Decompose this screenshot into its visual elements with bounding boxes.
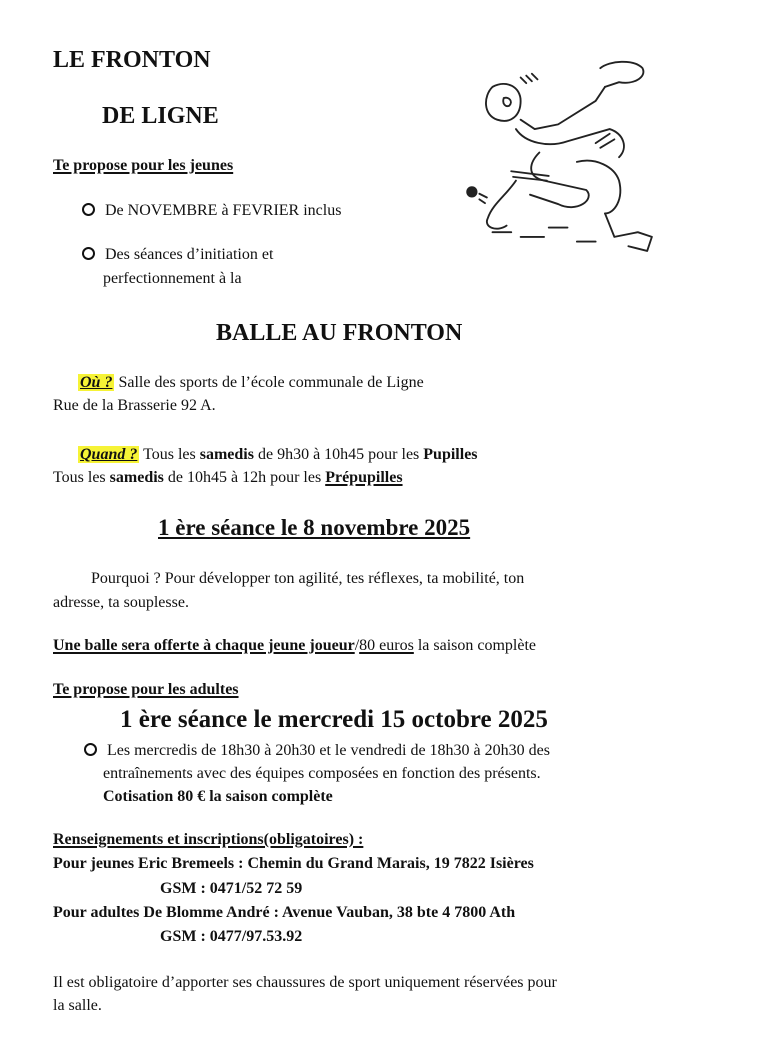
- where-label: Où ?: [80, 374, 113, 391]
- bullet-text: Des séances d’initiation et: [105, 246, 274, 263]
- offer-season: la saison complète: [413, 637, 537, 654]
- title-line-1: LE FRONTON: [53, 47, 211, 73]
- adults-first-session: 1 ère séance le mercredi 15 octobre 2025: [120, 706, 548, 733]
- when-text: de 9h30 à 10h45 pour les: [253, 446, 424, 463]
- adults-bullet-cont: entraînements avec des équipes composées en fonction des présents.: [103, 765, 541, 782]
- when-group: Prépupilles: [325, 469, 403, 486]
- adults-bullet: [84, 742, 550, 760]
- sport-title: BALLE AU FRONTON: [216, 320, 463, 346]
- youth-heading: Te propose pour les jeunes: [53, 157, 234, 174]
- adults-heading: Te propose pour les adultes: [53, 681, 239, 698]
- when-text: Tous les: [139, 446, 200, 463]
- adult-contact: Pour adultes De Blomme André : Avenue Vauban, 38 bte 4 7800 Ath: [53, 904, 516, 921]
- contacts-heading: Renseignements et inscriptions(obligatoires) :: [53, 831, 364, 848]
- offer-ball: Une balle sera offerte à chaque jeune joueur: [53, 637, 355, 654]
- bullet-circle-icon: [82, 247, 95, 260]
- youth-bullet-months: [82, 202, 341, 220]
- when-text: Tous les: [53, 469, 110, 486]
- bullet-text: De NOVEMBRE à FEVRIER inclus: [105, 202, 342, 219]
- pelota-player-cartoon-icon: [455, 40, 680, 265]
- footer-line-2: la salle.: [53, 997, 102, 1014]
- youth-bullet-sessions: [82, 246, 273, 264]
- when-text: de 10h45 à 12h pour les: [163, 469, 326, 486]
- bullet-circle-icon: [84, 743, 97, 756]
- youth-contact: Pour jeunes Eric Bremeels : Chemin du Grand Marais, 19 7822 Isières: [53, 855, 534, 872]
- offer-line: [53, 637, 536, 655]
- when-day: samedis: [199, 446, 254, 463]
- offer-price: 80 euros: [359, 637, 414, 654]
- footer-line-1: Il est obligatoire d’apporter ses chaussures de sport uniquement réservées pour: [53, 974, 557, 991]
- why-line-1: Pourquoi ? Pour développer ton agilité, tes réflexes, ta mobilité, ton: [91, 570, 525, 587]
- when-group: Pupilles: [423, 446, 478, 463]
- where-text: Salle des sports de l’école communale de Ligne: [114, 374, 424, 391]
- bullet-circle-icon: [82, 203, 95, 216]
- title-line-2: DE LIGNE: [102, 103, 219, 129]
- where-address: Rue de la Brasserie 92 A.: [53, 397, 216, 414]
- adult-gsm: GSM : 0477/97.53.92: [160, 928, 303, 945]
- youth-bullet-sessions-cont: perfectionnement à la: [103, 270, 242, 287]
- why-line-2: adresse, ta souplesse.: [53, 594, 189, 611]
- when-label: Quand ?: [80, 446, 138, 463]
- youth-first-session: 1 ère séance le 8 novembre 2025: [158, 515, 471, 540]
- when-line-1: [78, 446, 478, 464]
- bullet-text: Les mercredis de 18h30 à 20h30 et le vendredi de 18h30 à 20h30 des: [107, 742, 550, 759]
- when-day: samedis: [109, 469, 164, 486]
- when-line-2: [53, 469, 403, 487]
- adults-fee: Cotisation 80 € la saison complète: [103, 788, 333, 805]
- offer-sep: /: [354, 637, 360, 654]
- where-line: [78, 374, 424, 392]
- youth-gsm: GSM : 0471/52 72 59: [160, 880, 303, 897]
